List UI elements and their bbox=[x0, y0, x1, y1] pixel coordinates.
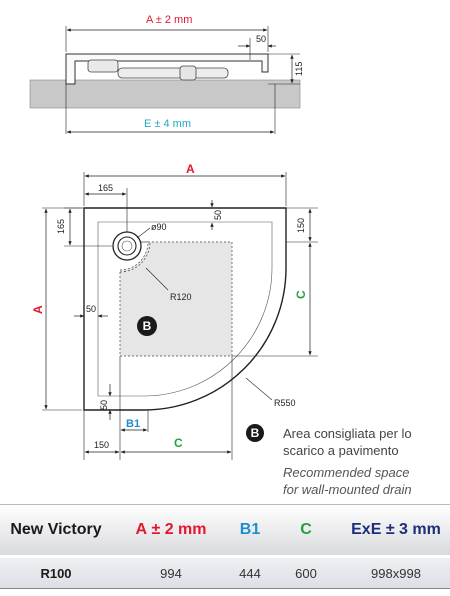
plan-dim-a-left: A bbox=[31, 305, 45, 314]
plan-dim-165-v: 165 bbox=[56, 218, 66, 234]
plan-dim-50-top: 50 bbox=[213, 209, 223, 220]
plan-b1-label: B1 bbox=[126, 418, 141, 430]
legend-line-2: scarico a pavimento bbox=[283, 443, 399, 458]
header-a-letter: A bbox=[135, 521, 148, 538]
dim-e-label: E ± 4 mm bbox=[144, 118, 191, 130]
spec-table bbox=[0, 504, 450, 596]
spec-data-row bbox=[0, 558, 450, 589]
header-a-tolerance: ± 2 mm bbox=[151, 521, 207, 538]
plan-dim-150-bottom: 150 bbox=[94, 440, 110, 450]
side-view bbox=[30, 14, 304, 134]
plan-dim-50-left: 50 bbox=[86, 304, 97, 314]
dim-a-label: A ± 2 mm bbox=[146, 14, 193, 26]
cell-b1: 444 bbox=[239, 565, 261, 581]
plan-dim-150-right: 150 bbox=[296, 217, 306, 233]
cell-c: 600 bbox=[295, 565, 317, 581]
legend-b-marker: B bbox=[246, 424, 264, 442]
spec-header-row bbox=[0, 504, 450, 555]
b-marker-label: B bbox=[142, 319, 152, 333]
plan-c-bottom: C bbox=[174, 436, 183, 450]
r550-label: R550 bbox=[274, 398, 296, 408]
plan-c-right: C bbox=[294, 290, 308, 299]
header-exe-label: ExE bbox=[351, 521, 382, 538]
pipe-fitting bbox=[180, 66, 196, 80]
r120-label: R120 bbox=[170, 292, 192, 302]
plan-dim-a-top: A bbox=[186, 162, 195, 176]
header-a bbox=[112, 505, 230, 555]
header-exe-tolerance: ± 3 mm bbox=[385, 521, 441, 538]
dim-50-label: 50 bbox=[256, 34, 267, 44]
dim-115-label: 115 bbox=[294, 61, 304, 76]
legend-line-4: for wall-mounted drain bbox=[283, 482, 412, 497]
header-c-label: C bbox=[300, 521, 312, 538]
plan-dim-50-bottom: 50 bbox=[99, 399, 109, 410]
cell-exe: 998x998 bbox=[371, 565, 421, 581]
plan-dim-165-h: 165 bbox=[98, 183, 114, 193]
plan-view bbox=[31, 162, 318, 460]
cell-model: R100 bbox=[40, 565, 72, 581]
header-c bbox=[270, 505, 342, 555]
drain-pipe bbox=[118, 68, 228, 78]
header-b1-label: B1 bbox=[239, 521, 261, 538]
drain-body bbox=[88, 60, 118, 72]
legend-line-3: Recommended space bbox=[283, 465, 410, 480]
header-exe bbox=[342, 505, 450, 555]
dia-label: ø90 bbox=[151, 222, 167, 232]
header-model: New Victory bbox=[10, 521, 102, 538]
header-b1 bbox=[230, 505, 270, 555]
legend-line-1: Area consigliata per lo bbox=[283, 426, 412, 441]
cell-a: 994 bbox=[160, 565, 182, 581]
